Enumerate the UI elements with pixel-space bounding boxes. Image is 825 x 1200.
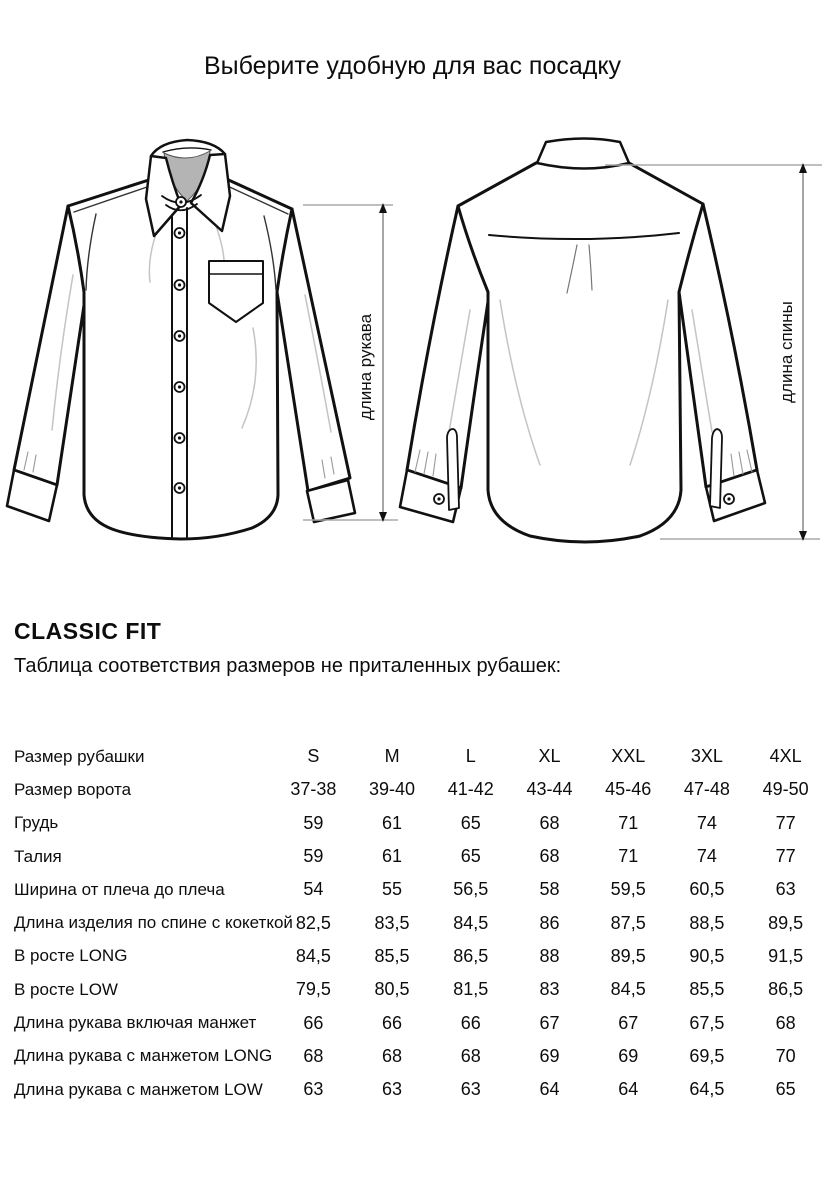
cell: 88 (539, 945, 560, 966)
cell: 68 (460, 1045, 481, 1066)
row-label: Талия (14, 846, 62, 866)
cell: XXL (611, 746, 646, 767)
cell: 55 (382, 879, 403, 900)
cell: 59 (303, 812, 324, 833)
cell: 66 (303, 1012, 324, 1033)
cell: 61 (382, 812, 403, 833)
cell: 74 (696, 846, 717, 867)
cell: 59,5 (610, 879, 646, 900)
cell: 88,5 (689, 912, 725, 933)
cell: 67 (539, 1012, 560, 1033)
cell: XL (538, 746, 561, 767)
cell: 90,5 (689, 945, 725, 966)
cell: 85,5 (374, 945, 410, 966)
cell: 63 (382, 1079, 403, 1100)
table-row (0, 1073, 825, 1106)
table-row (0, 807, 825, 840)
cell: 82,5 (295, 912, 331, 933)
cell: 56,5 (453, 879, 489, 900)
cell: 63 (303, 1079, 324, 1100)
cell: 71 (618, 846, 639, 867)
cell: 68 (539, 846, 560, 867)
cell: 68 (775, 1012, 796, 1033)
cell: 68 (303, 1045, 324, 1066)
cell: 43-44 (526, 779, 573, 800)
cell: 65 (460, 846, 481, 867)
cell: 3XL (690, 746, 723, 767)
table-row (0, 940, 825, 973)
row-label: Длина рукава с манжетом LOW (14, 1079, 263, 1099)
back-body (458, 157, 703, 543)
cell: 80,5 (374, 979, 410, 1000)
front-shirt-illustration (7, 140, 355, 539)
cell: 77 (775, 812, 796, 833)
cell: 77 (775, 846, 796, 867)
cell: 81,5 (453, 979, 489, 1000)
cell: 64,5 (689, 1079, 725, 1100)
cell: L (465, 746, 476, 767)
cell: 70 (775, 1045, 796, 1066)
cell: 79,5 (295, 979, 331, 1000)
cell: 69 (618, 1045, 639, 1066)
cell: 45-46 (605, 779, 652, 800)
cell: 86,5 (453, 945, 489, 966)
cell: 85,5 (689, 979, 725, 1000)
table-row (0, 973, 825, 1006)
cell: 58 (539, 879, 560, 900)
row-label: Длина рукава включая манжет (14, 1013, 257, 1033)
sleeve-length-label: длина рукава (356, 313, 375, 421)
cell: 68 (382, 1045, 403, 1066)
row-label: Длина рукава с манжетом LONG (14, 1046, 273, 1066)
back-length-label: длина спины (777, 301, 796, 403)
cell: 37-38 (290, 779, 337, 800)
cell: M (384, 746, 400, 767)
cell: 65 (460, 812, 481, 833)
cell: 84,5 (295, 945, 331, 966)
row-label: Грудь (14, 813, 59, 833)
cell: 91,5 (768, 945, 804, 966)
table-row (0, 873, 825, 906)
cell: 83,5 (374, 912, 410, 933)
table-row (0, 906, 825, 939)
cell: 89,5 (768, 912, 804, 933)
table-row (0, 840, 825, 873)
cell: 87,5 (610, 912, 646, 933)
cell: 86 (539, 912, 560, 933)
shirt-measurement-diagram (0, 130, 825, 570)
back-shirt-illustration (400, 139, 765, 543)
cell: 49-50 (762, 779, 809, 800)
table-row (0, 1006, 825, 1039)
table-row (0, 773, 825, 806)
cell: S (307, 746, 320, 767)
table-row (0, 1040, 825, 1073)
cell: 83 (539, 979, 560, 1000)
cell: 84,5 (610, 979, 646, 1000)
cell: 39-40 (369, 779, 416, 800)
cell: 54 (303, 879, 324, 900)
cell: 41-42 (447, 779, 494, 800)
row-label: В росте LONG (14, 946, 128, 966)
row-label: Размер рубашки (14, 746, 145, 766)
cell: 66 (382, 1012, 403, 1033)
cell: 89,5 (610, 945, 646, 966)
cell: 74 (696, 812, 717, 833)
table-row (0, 740, 825, 773)
cell: 84,5 (453, 912, 489, 933)
row-label: Длина изделия по спине с кокеткой (14, 913, 293, 933)
row-label: Ширина от плеча до плеча (14, 879, 225, 899)
row-label: В росте LOW (14, 979, 118, 999)
cell: 68 (539, 812, 560, 833)
fit-heading: CLASSIC FIT (14, 618, 162, 644)
cell: 71 (618, 812, 639, 833)
cell: 69 (539, 1045, 560, 1066)
cell: 64 (539, 1079, 560, 1100)
front-left-sleeve (14, 206, 86, 485)
page-title: Выберите удобную для вас посадку (203, 52, 622, 80)
front-right-sleeve (277, 209, 350, 491)
cell: 69,5 (689, 1045, 725, 1066)
cell: 59 (303, 846, 324, 867)
cell: 47-48 (683, 779, 730, 800)
cell: 65 (775, 1079, 796, 1100)
cell: 67,5 (689, 1012, 725, 1033)
cell: 60,5 (689, 879, 725, 900)
cell: 63 (460, 1079, 481, 1100)
size-table (0, 740, 825, 1106)
cell: 61 (382, 846, 403, 867)
fit-subtitle: Таблица соответствия размеров не приталенных рубашек: (14, 655, 562, 677)
cell: 4XL (769, 746, 802, 767)
cell: 66 (460, 1012, 481, 1033)
cell: 67 (618, 1012, 639, 1033)
back-collar (537, 139, 629, 169)
cell: 63 (775, 879, 796, 900)
cell: 64 (618, 1079, 639, 1100)
row-label: Размер ворота (14, 779, 132, 799)
cell: 86,5 (768, 979, 804, 1000)
